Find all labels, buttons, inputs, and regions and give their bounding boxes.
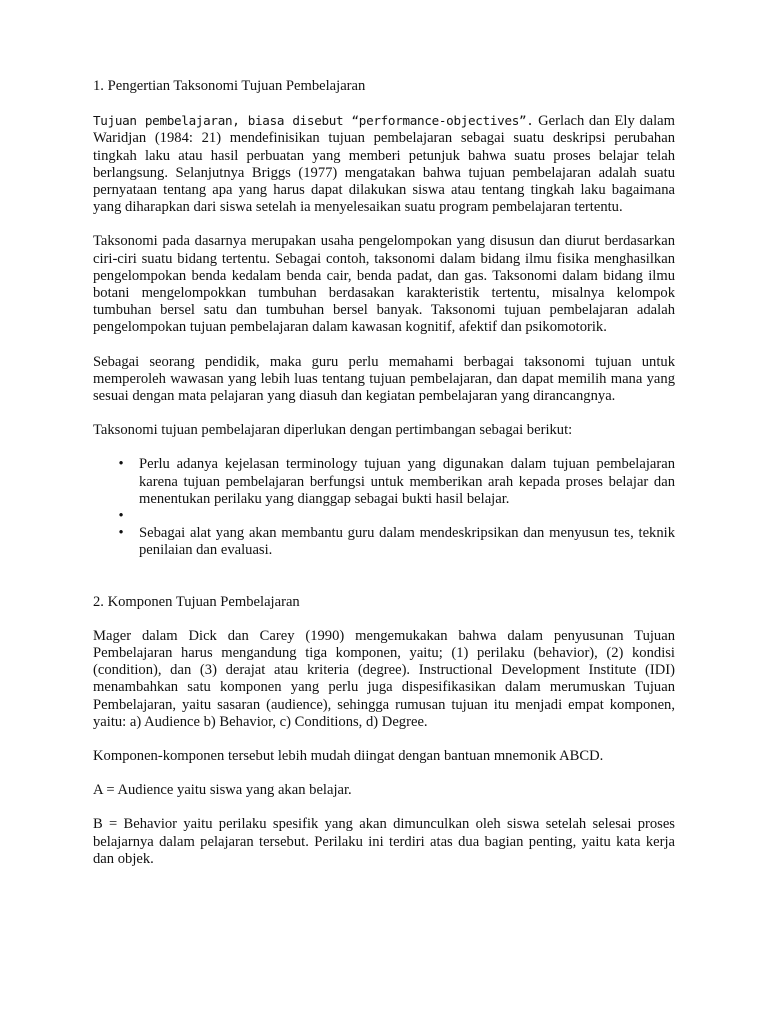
section-1-paragraph-4: Taksonomi tujuan pembelajaran diperlukan dengan pertimbangan sebagai berikut: <box>93 422 573 439</box>
section-2-paragraph-3: A = Audience yaitu siswa yang akan belajar. <box>93 782 352 799</box>
section-2-heading: 2. Komponen Tujuan Pembelajaran <box>93 593 300 610</box>
section-2-paragraph-1: Mager dalam Dick dan Carey (1990) mengemukakan bahwa dalam penyusunan Tujuan Pembelajaran harus mengandung tiga komponen, yaitu; (1) perilaku (behavior), (2) kondisi (condition), dan (3) derajat atau kriteria (degree). Instructional Development Institute (IDI) menambahkan satu komponen yang perlu juga dispesifikasikan dalam merumuskan Tujuan Pembelajaran, yaitu sasaran (audience), sehingga rumusan tujuan itu menjadi empat komponen, yaitu: a) Audience b) Behavior, c) Conditions, d) Degree. <box>93 627 675 730</box>
section-2-paragraph-2: Komponen-komponen tersebut lebih mudah diingat dengan bantuan mnemonik ABCD. <box>93 748 604 765</box>
section-1-paragraph-1 <box>93 112 675 216</box>
section-1-paragraph-2: Taksonomi pada dasarnya merupakan usaha pengelompokan yang disusun dan diurut berdasarkan ciri-ciri suatu bidang tertentu. Sebagai contoh, taksonomi dalam bidang ilmu fisika menghasilkan pengelompokan benda kedalam benda cair, benda padat, dan gas. Taksonomi dalam bidang ilmu botani mengelompokkan tumbuhan berdasakan karakteristik tertentu, misalnya kelompok tumbuhan bersel satu dan tumbuhan bersel banyak. Taksonomi tujuan pembelajaran adalah pengelompokan tujuan pembelajaran dalam kawasan kognitif, afektif dan psikomotorik. <box>93 233 675 336</box>
section-1-paragraph-3: Sebagai seorang pendidik, maka guru perlu memahami berbagai taksonomi tujuan untuk memperoleh wawasan yang lebih luas tentang tujuan pembelajaran, dan dapat memilih mana yang sesuai dengan mata pelajaran yang diasuh dan kegiatan pembelajaran yang dirancangnya. <box>93 353 675 405</box>
section-1-heading: 1. Pengertian Taksonomi Tujuan Pembelajaran <box>93 78 366 94</box>
bullet-item-1 <box>93 456 675 508</box>
bullet-item-3 <box>93 525 675 559</box>
section-2-paragraph-4: B = Behavior yaitu perilaku spesifik yang akan dimunculkan oleh siswa setelah selesai proses belajarnya dalam pelajaran tersebut. Perilaku ini terdiri atas dua bagian penting, yaitu kata kerja dan objek. <box>93 816 675 867</box>
paragraph-1-lead: Tujuan pembelajaran, biasa disebut “performance-objectives”. <box>93 113 534 129</box>
document-page <box>93 78 675 885</box>
paragraph-1-rest: Gerlach dan Ely dalam Waridjan (1984: 21) mendefinisikan tujuan pembelajaran sebagai suatu deskripsi perubahan tingkah laku atau hasil perbuatan yang memberi petunjuk bahwa suatu proses belajar telah berlangsung. Selanjutnya Briggs (1977) mengatakan bahwa tujuan pembelajaran adalah suatu pernyataan tentang apa yang harus dapat dilakukan siswa atau tentang tingkah laku bagaimana yang diharapkan dari siswa setelah ia menyelesaikan suatu program pembelajaran tertentu. <box>93 113 675 216</box>
bullet-icon: • <box>118 508 124 525</box>
bullet-icon: • <box>118 456 124 473</box>
bullet-item-text: Sebagai alat yang akan membantu guru dalam mendeskripsikan dan menyusun tes, teknik penilaian dan evaluasi. <box>139 525 675 559</box>
bullet-list <box>93 456 675 559</box>
bullet-item-text: Perlu adanya kejelasan terminology tujuan yang digunakan dalam tujuan pembelajaran karena tujuan pembelajaran berfungsi untuk memberikan arah kepada proses belajar dan menentukan perilaku yang dianggap sebagai bukti hasil belajar. <box>139 456 675 507</box>
bullet-item-2 <box>93 508 675 525</box>
bullet-icon: • <box>118 525 124 542</box>
